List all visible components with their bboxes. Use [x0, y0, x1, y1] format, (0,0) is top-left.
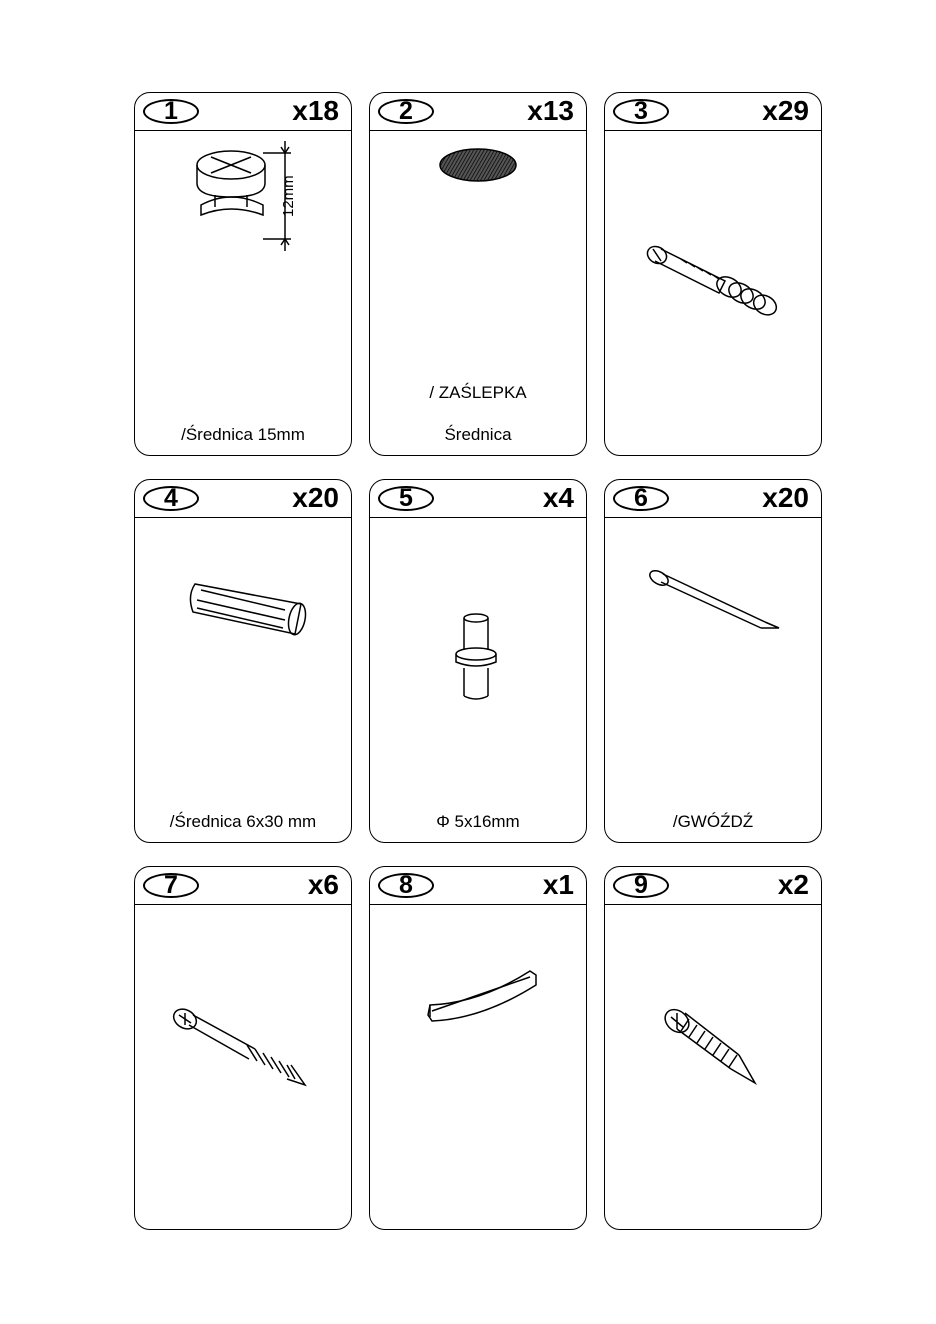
part-number: 6 — [613, 486, 669, 511]
part-header — [135, 867, 351, 905]
part-card-5 — [369, 479, 587, 843]
part-number: 1 — [143, 99, 199, 124]
cam-lock-icon — [135, 131, 351, 451]
part-card-7 — [134, 866, 352, 1230]
part-quantity: x18 — [292, 95, 339, 126]
part-quantity: x6 — [307, 869, 339, 900]
part-header — [605, 867, 821, 905]
cover-cap-icon — [370, 131, 586, 451]
part-quantity: x1 — [542, 869, 574, 900]
part-quantity: x29 — [762, 95, 809, 126]
part-number: 2 — [378, 99, 434, 124]
part-number: 3 — [613, 99, 669, 124]
part-number: 5 — [378, 486, 434, 511]
part-card-2 — [369, 92, 587, 456]
part-caption: /Średnica 15mm — [181, 425, 305, 444]
part-card-4 — [134, 479, 352, 843]
part-caption: Φ 5x16mm — [436, 812, 520, 831]
part-header — [605, 480, 821, 518]
part-header — [135, 93, 351, 131]
part-quantity: x4 — [542, 482, 574, 513]
part-number: 9 — [613, 873, 669, 898]
part-number: 8 — [378, 873, 434, 898]
part-card-6 — [604, 479, 822, 843]
part-caption: /Średnica 6x30 mm — [169, 812, 317, 831]
part-caption-upper: / ZAŚLEPKA — [429, 383, 527, 402]
part-caption: Średnica — [444, 425, 512, 444]
part-card-8 — [369, 866, 587, 1230]
long-screw-icon — [135, 905, 351, 1225]
part-number: 7 — [143, 873, 199, 898]
part-quantity: x13 — [527, 95, 574, 126]
part-quantity: x2 — [777, 869, 809, 900]
shelf-pin-icon — [370, 518, 586, 838]
part-quantity: x20 — [292, 482, 339, 513]
part-header — [605, 93, 821, 131]
short-screw-icon — [605, 905, 821, 1225]
part-header — [370, 867, 586, 905]
part-number: 4 — [143, 486, 199, 511]
part-card-1 — [134, 92, 352, 456]
connector-bolt-icon — [605, 131, 821, 451]
part-header — [370, 93, 586, 131]
wooden-dowel-icon — [135, 518, 351, 838]
part-caption: /GWÓŹDŹ — [672, 812, 754, 831]
part-dimension: 12mm — [280, 175, 297, 217]
part-card-9 — [604, 866, 822, 1230]
part-header — [370, 480, 586, 518]
part-card-3 — [604, 92, 822, 456]
part-quantity: x20 — [762, 482, 809, 513]
part-header — [135, 480, 351, 518]
handle-icon — [370, 905, 586, 1225]
nail-icon — [605, 518, 821, 838]
